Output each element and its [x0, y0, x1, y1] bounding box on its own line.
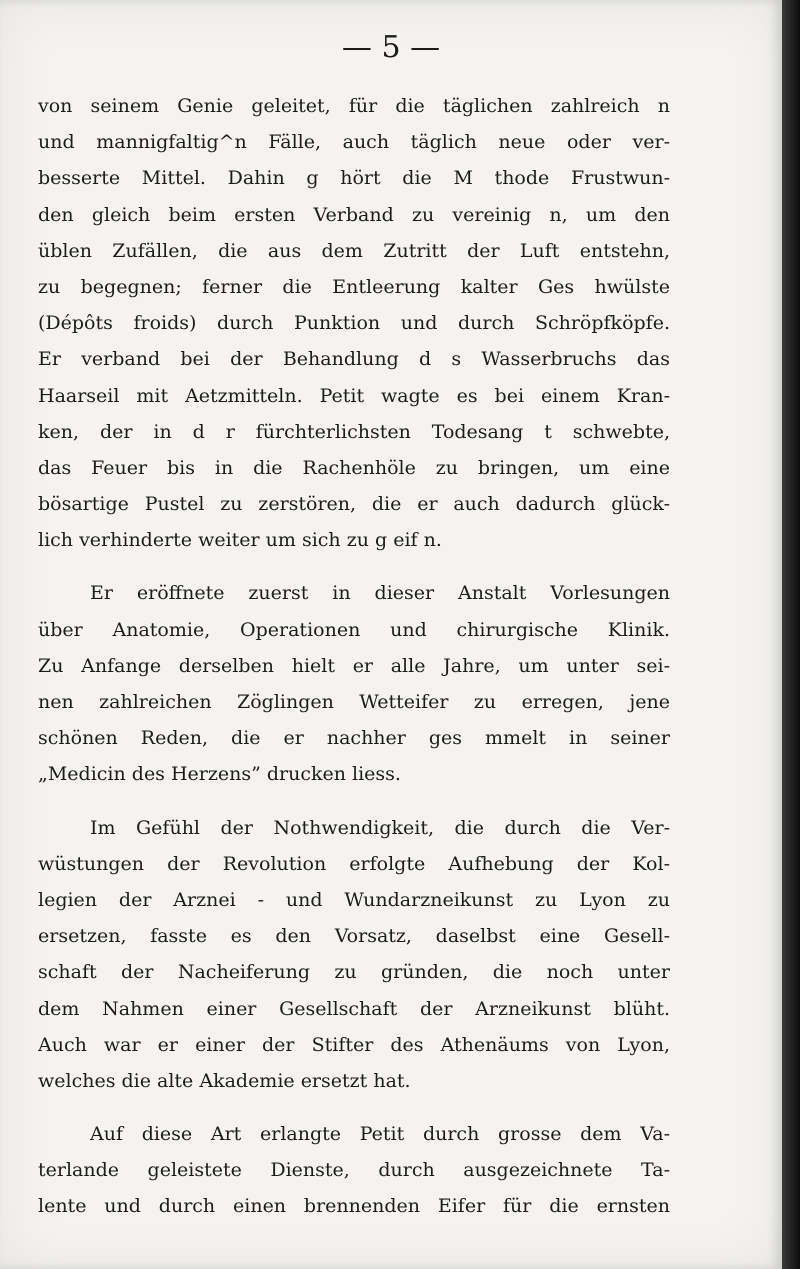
- text-line: terlande geleistete Dienste, durch ausgezeichnete Ta-: [38, 1159, 670, 1182]
- page-number: — 5 —: [341, 30, 441, 65]
- text-line: Auf diese Art erlangte Petit durch grosse dem Va-: [90, 1123, 670, 1146]
- text-line: dem Nahmen einer Gesellschaft der Arzneikunst blüht.: [38, 997, 670, 1020]
- text-line: Er eröffnete zuerst in dieser Anstalt Vorlesungen: [90, 582, 670, 605]
- page-edge-shadow: [782, 0, 800, 1269]
- text-line: Auch war er einer der Stifter des Athenäums von Lyon,: [38, 1033, 670, 1056]
- text-line: Haarseil mit Aetzmitteln. Petit wagte es bei einem Kran-: [38, 384, 670, 407]
- text-line: von seinem Genie geleitet, für die täglichen zahlreich n: [38, 95, 670, 117]
- text-line: und mannigfaltig^n Fälle, auch täglich neue oder ver-: [38, 131, 670, 154]
- text-line: welches die alte Akademie ersetzt hat.: [38, 1069, 411, 1092]
- text-line: üblen Zufällen, die aus dem Zutritt der Luft entstehn,: [38, 239, 670, 262]
- text-line: Im Gefühl der Nothwendigkeit, die durch die Ver-: [90, 816, 670, 839]
- text-line: wüstungen der Revolution erfolgte Aufhebung der Kol-: [38, 852, 670, 875]
- paragraph-gap: [38, 558, 670, 575]
- paragraph: [38, 575, 670, 792]
- text-line: lich verhinderte weiter um sich zu g eif n.: [38, 529, 442, 552]
- paragraph: [38, 1116, 670, 1225]
- text-line: Zu Anfange derselben hielt er alle Jahre, um unter sei-: [38, 654, 670, 677]
- text-line: ersetzen, fasste es den Vorsatz, daselbst eine Gesell-: [38, 925, 670, 948]
- body-text: [38, 88, 670, 1225]
- text-line: über Anatomie, Operationen und chirurgische Klinik.: [38, 618, 670, 641]
- text-line: Er verband bei der Behandlung d s Wasserbruchs das: [38, 348, 670, 371]
- text-line: nen zahlreichen Zöglingen Wetteifer zu erregen, jene: [38, 691, 670, 713]
- text-line: zu begegnen; ferner die Entleerung kalter Ges hwülste: [38, 275, 670, 298]
- text-line: bösartige Pustel zu zerstören, die er auch dadurch glück-: [38, 493, 670, 516]
- paragraph: [38, 88, 670, 558]
- text-line: (Dépôts froids) durch Punktion und durch Schröpfköpfe.: [38, 312, 670, 335]
- text-line: schaft der Nacheiferung zu gründen, die noch unter: [38, 961, 670, 984]
- text-line: legien der Arznei - und Wundarzneikunst zu Lyon zu: [38, 888, 670, 911]
- paragraph-gap: [38, 1099, 670, 1116]
- text-line: den gleich beim ersten Verband zu vereinig n, um den: [38, 203, 670, 226]
- text-line: das Feuer bis in die Rachenhöle zu bringen, um eine: [38, 456, 670, 479]
- text-line: „Medicin des Herzens” drucken liess.: [38, 763, 401, 786]
- text-line: schönen Reden, die er nachher ges mmelt in seiner: [38, 727, 670, 750]
- text-line: besserte Mittel. Dahin g hört die M thode Frustwun-: [38, 167, 670, 190]
- paragraph-gap: [38, 793, 670, 810]
- paragraph: [38, 810, 670, 1100]
- text-line: ken, der in d r fürchterlichsten Todesang t schwebte,: [38, 420, 670, 443]
- text-line: lente und durch einen brennenden Eifer für die ernsten: [38, 1195, 670, 1218]
